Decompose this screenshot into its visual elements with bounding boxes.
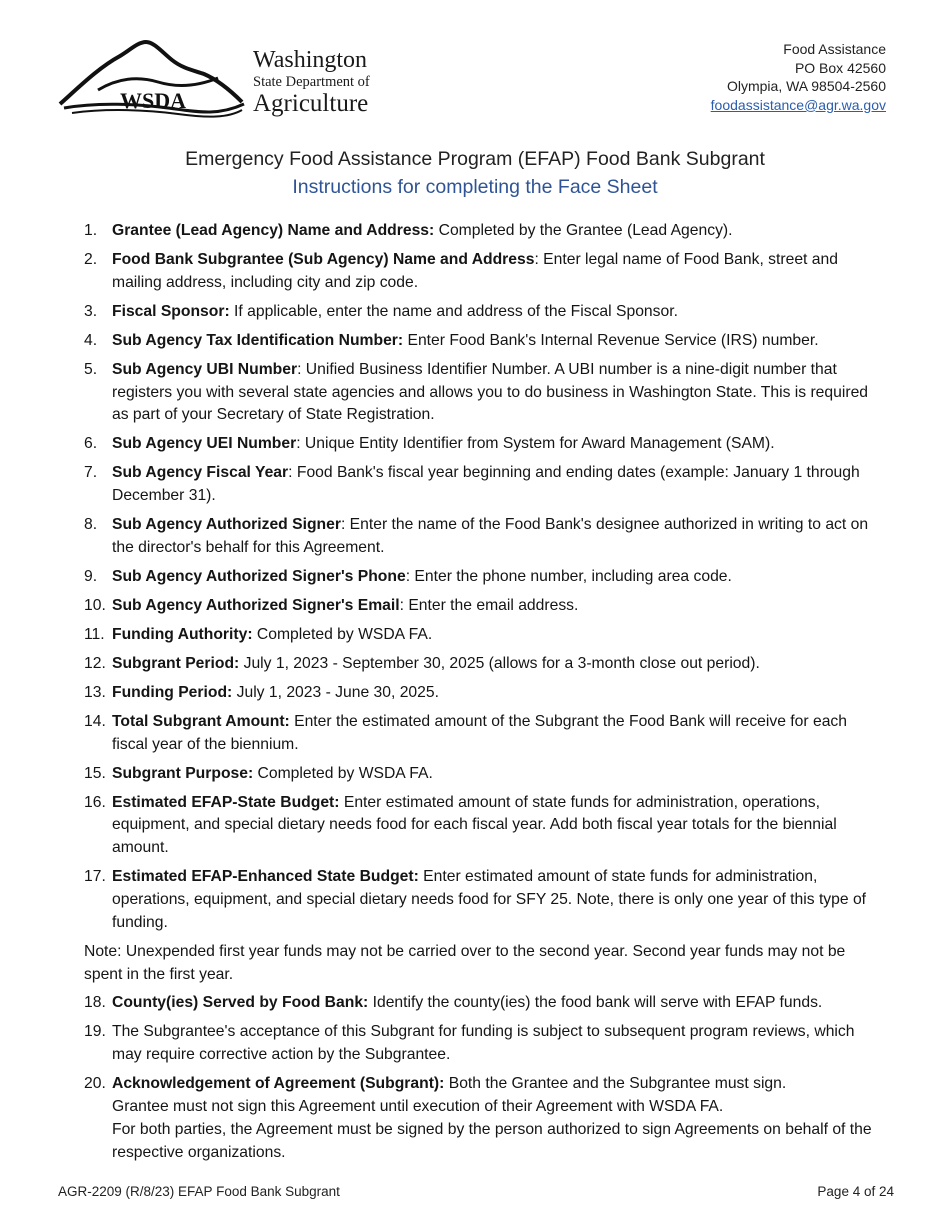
funding-note: Note: Unexpended first year funds may not be carried over to the second year. Second year funds may not be spent in the first year.: [84, 942, 846, 983]
item-text: : Enter the email address.: [399, 596, 579, 614]
list-item: [84, 792, 886, 860]
list-item: [84, 330, 886, 353]
item-text: : Enter the phone number, including area code.: [405, 567, 732, 585]
item-label: Estimated EFAP-Enhanced State Budget:: [112, 868, 419, 886]
item-text: Enter estimated amount of state funds for administration, operations, equipment, and special dietary needs food for SFY 25. Note, there is only one year of this type of funding.: [112, 868, 867, 931]
list-item: [84, 514, 886, 560]
mountain-logo-icon: [58, 38, 248, 120]
item-text: The Subgrantee's acceptance of this Subgrant for funding is subject to subsequent program reviews, which may require corrective action by the Subgrantee.: [112, 1023, 855, 1064]
item-number: 18.: [84, 994, 106, 1012]
logo-wordmark: [253, 48, 370, 116]
item-text: : Enter the name of the Food Bank's designee authorized in writing to act on the director's behalf for this Agreement.: [112, 516, 869, 556]
list-item: [84, 1073, 886, 1164]
item-label: Sub Agency UEI Number: [112, 435, 297, 453]
item-label: Fiscal Sponsor:: [112, 302, 230, 320]
item-number: 6.: [84, 435, 98, 453]
contact-email-link[interactable]: foodassistance@agr.wa.gov: [710, 96, 886, 113]
list-item: [84, 711, 886, 757]
list-item: [84, 359, 886, 427]
item-text: July 1, 2023 - September 30, 2025 (allows for a 3-month close out period).: [239, 654, 760, 672]
item-number: 16.: [84, 793, 106, 811]
list-item: [84, 301, 886, 324]
item-number: 8.: [84, 516, 98, 534]
item-number: 9.: [84, 567, 98, 585]
item-text-line: Grantee must not sign this Agreement until execution of their Agreement with WSDA FA.: [112, 1098, 724, 1116]
logo-line-washington: Washington: [253, 47, 368, 73]
item-text: Enter the estimated amount of the Subgrant the Food Bank will receive for each fiscal year of the biennium.: [112, 712, 847, 753]
item-number: 12.: [84, 654, 106, 672]
footer-form-id: AGR-2209 (R/8/23) EFAP Food Bank Subgrant: [58, 1184, 340, 1199]
item-text: : Unique Entity Identifier from System for Award Management (SAM).: [296, 435, 775, 453]
item-text: Both the Grantee and the Subgrantee must sign.: [444, 1075, 787, 1093]
contact-line-2: PO Box 42560: [794, 59, 886, 76]
logo-abbr: WSDA: [120, 88, 187, 113]
item-text: Completed by WSDA FA.: [253, 764, 433, 782]
logo-line-state-department: State Department of: [253, 74, 370, 90]
list-item: [84, 462, 886, 508]
list-item: [84, 866, 886, 934]
item-number: 3.: [84, 302, 98, 320]
item-text: Enter Food Bank's Internal Revenue Service (IRS) number.: [403, 331, 819, 349]
item-number: 11.: [84, 625, 105, 643]
page-subtitle: Instructions for completing the Face Sheet: [292, 176, 658, 198]
item-number: 20.: [84, 1075, 106, 1093]
instructions-list: [84, 220, 886, 1171]
item-text: If applicable, enter the name and address of the Fiscal Sponsor.: [229, 302, 678, 320]
item-label: Sub Agency Tax Identification Number:: [112, 331, 404, 349]
item-label: Estimated EFAP-State Budget:: [112, 793, 340, 811]
item-text-line: For both parties, the Agreement must be signed by the person authorized to sign Agreements on behalf of the respective organizations.: [112, 1120, 872, 1161]
list-item: [84, 624, 886, 647]
item-number: 7.: [84, 464, 98, 482]
item-label: Funding Authority:: [112, 625, 253, 643]
item-number: 14.: [84, 712, 106, 730]
contact-line-3: Olympia, WA 98504-2560: [726, 78, 886, 95]
item-label: County(ies) Served by Food Bank:: [112, 994, 369, 1012]
item-number: 2.: [84, 250, 98, 268]
item-label: Sub Agency Authorized Signer's Phone: [112, 567, 406, 585]
item-text: Completed by WSDA FA.: [252, 625, 433, 643]
item-label: Subgrant Purpose:: [112, 764, 254, 782]
list-item: [84, 220, 886, 243]
list-item: [84, 992, 886, 1015]
contact-line-1: Food Assistance: [783, 41, 886, 57]
item-label: Funding Period:: [112, 683, 233, 701]
list-item: [84, 249, 886, 295]
item-label: Subgrant Period:: [112, 654, 240, 672]
page-title: Emergency Food Assistance Program (EFAP) Food Bank Subgrant: [185, 148, 765, 170]
item-label: Sub Agency UBI Number: [112, 360, 298, 378]
wsda-logo: [58, 38, 388, 120]
item-number: 13.: [84, 683, 106, 701]
item-number: 5.: [84, 360, 98, 378]
item-text: : Food Bank's fiscal year beginning and ending dates (example: January 1 through December 31).: [112, 464, 860, 505]
item-number: 19.: [84, 1023, 106, 1041]
item-label: Grantee (Lead Agency) Name and Address:: [112, 222, 435, 239]
list-item: [84, 595, 886, 618]
item-text: : Unified Business Identifier Number. A UBI number is a nine-digit number that registers you with several state agencies and allows you to do business in Washington State. This is required as part of your Secretary of State Registration.: [112, 360, 869, 424]
list-item: [84, 566, 886, 589]
logo-line-agriculture: Agriculture: [253, 90, 369, 117]
item-number: 4.: [84, 331, 98, 349]
item-number: 1.: [84, 222, 98, 239]
item-text: Completed by the Grantee (Lead Agency).: [434, 222, 733, 239]
item-number: 10.: [84, 596, 106, 614]
item-label: Sub Agency Fiscal Year: [112, 464, 289, 482]
item-label: Food Bank Subgrantee (Sub Agency) Name and Address: [112, 250, 535, 268]
contact-block: [711, 40, 886, 114]
item-label: Sub Agency Authorized Signer: [112, 516, 341, 534]
item-label: Sub Agency Authorized Signer's Email: [112, 596, 400, 614]
list-item: [84, 653, 886, 676]
list-item: [84, 682, 886, 705]
item-text: July 1, 2023 - June 30, 2025.: [232, 683, 439, 701]
item-number: 15.: [84, 764, 106, 782]
item-label: Total Subgrant Amount:: [112, 712, 290, 730]
list-item: [84, 1021, 886, 1067]
item-number: 17.: [84, 868, 106, 886]
item-text: : Enter legal name of Food Bank, street and mailing address, including city and zip code.: [112, 250, 838, 291]
item-text: Enter estimated amount of state funds for administration, operations, equipment, and special dietary needs food for each fiscal year. Add both fiscal year totals for the biennial amount.: [112, 793, 837, 857]
item-text: Identify the county(ies) the food bank will serve with EFAP funds.: [368, 994, 823, 1012]
item-label: Acknowledgement of Agreement (Subgrant):: [112, 1075, 445, 1093]
footer-page-number: Page 4 of 24: [817, 1184, 894, 1199]
list-item: [84, 763, 886, 786]
list-item: [84, 433, 886, 456]
